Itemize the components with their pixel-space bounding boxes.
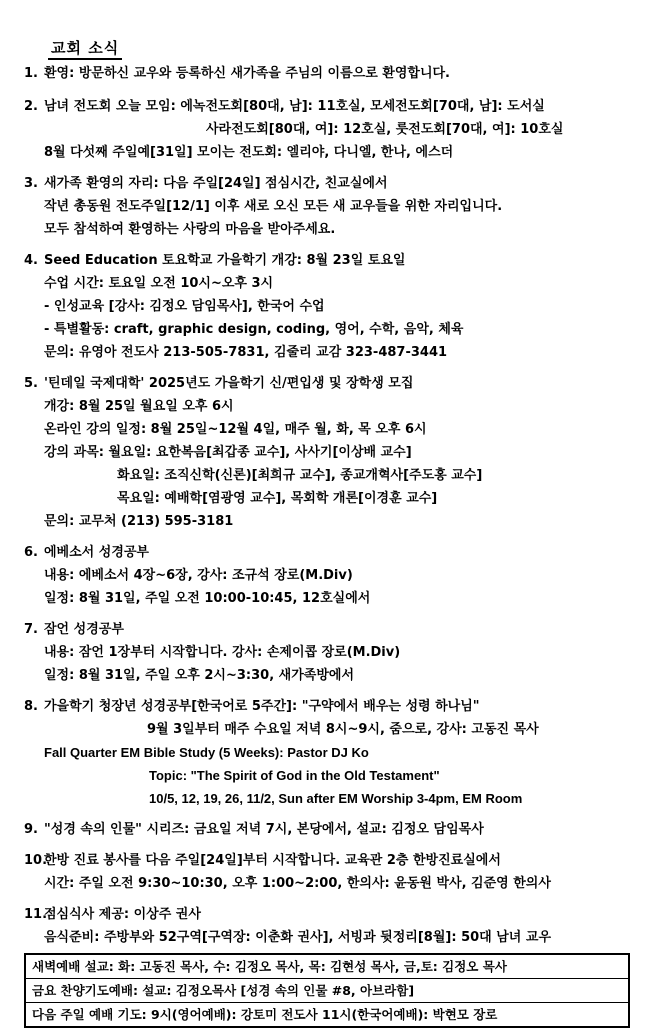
item-number: 1. xyxy=(24,66,38,81)
item-text: 개강: 8월 25일 월요일 오후 6시 xyxy=(44,399,234,414)
item-text: 내용: 잠언 1장부터 시작합니다. 강사: 손제이콥 장로(M.Div) xyxy=(44,645,401,660)
item-text: 일정: 8월 31일, 주일 오전 10:00-10:45, 12호실에서 xyxy=(44,591,371,606)
item-number: 4. xyxy=(24,253,38,268)
item-text: 모두 참석하여 환영하는 사랑의 마음을 받아주세요. xyxy=(44,222,336,237)
page-title: 교회 소식 xyxy=(48,39,122,60)
item-text: 10/5, 12, 19, 26, 11/2, Sun after EM Worship 3-4pm, EM Room xyxy=(149,791,523,806)
item-text: Fall Quarter EM Bible Study (5 Weeks): Pastor DJ Ko xyxy=(44,745,369,760)
item-number: 7. xyxy=(24,622,38,637)
item-text: 음식준비: 주방부와 52구역[구역장: 이춘화 권사], 서빙과 뒷정리[8월]: 50대 남녀 교우 xyxy=(44,930,552,945)
item-text: 수업 시간: 토요일 오전 10시~오후 3시 xyxy=(44,276,274,291)
item-text: 환영: 방문하신 교우와 등록하신 새가족을 주님의 이름으로 환영합니다. xyxy=(44,66,451,81)
item-text: 가을학기 청장년 성경공부[한국어로 5주간]: "구약에서 배우는 성령 하나님" xyxy=(44,699,480,714)
news-item-5 xyxy=(24,372,630,533)
item-text: 내용: 에베소서 4장~6장, 강사: 조규석 장로(M.Div) xyxy=(44,568,353,583)
item-text: 남녀 전도회 오늘 모임: 에녹전도회[80대, 남]: 11호실, 모세전도회[70대, 남]: 도서실 xyxy=(44,99,545,114)
item-text: 문의: 교무처 (213) 595-3181 xyxy=(44,514,234,529)
item-text: 화요일: 조직신학(신론)[최희규 교수], 종교개혁사[주도홍 교수] xyxy=(117,468,483,483)
item-number: 3. xyxy=(24,176,38,191)
item-text: 시간: 주일 오전 9:30~10:30, 오후 1:00~2:00, 한의사: 윤동원 박사, 김준영 한의사 xyxy=(44,876,551,891)
item-text: - 인성교육 [강사: 김정오 담임목사], 한국어 수업 xyxy=(44,299,325,314)
item-text: 9월 3일부터 매주 수요일 저녁 8시~9시, 줌으로, 강사: 고동진 목사 xyxy=(147,722,539,737)
item-text: "성경 속의 인물" 시리즈: 금요일 저녁 7시, 본당에서, 설교: 김정오 담임목사 xyxy=(44,822,484,837)
news-item-6 xyxy=(24,541,630,610)
item-text: Seed Education 토요학교 가을학기 개강: 8월 23일 토요일 xyxy=(44,253,406,268)
item-text: 일정: 8월 31일, 주일 오후 2시~3:30, 새가족방에서 xyxy=(44,668,355,683)
news-item-2 xyxy=(24,95,630,164)
item-text: 잠언 성경공부 xyxy=(44,622,124,637)
item-text: 8월 다섯째 주일예[31일] 모이는 전도회: 엘리야, 다니엘, 한나, 에스더 xyxy=(44,145,454,160)
news-item-1 xyxy=(24,62,630,85)
news-item-4 xyxy=(24,249,630,364)
news-item-7 xyxy=(24,618,630,687)
item-number: 10. xyxy=(24,853,48,868)
news-item-11 xyxy=(24,903,630,949)
news-item-3 xyxy=(24,172,630,241)
item-text: 문의: 유영아 전도사 213-505-7831, 김줄리 교감 323-487-3441 xyxy=(44,345,448,360)
friday-service-row: 금요 찬양기도예배: 설교: 김정오목사 [성경 속의 인물 #8, 아브라함] xyxy=(26,979,628,1003)
item-number: 8. xyxy=(24,699,38,714)
item-text: 작년 총동원 전도주일[12/1] 이후 새로 오신 모든 새 교우들을 위한 자리입니다. xyxy=(44,199,503,214)
item-text: 점심식사 제공: 이상주 권사 xyxy=(44,907,201,922)
item-text: 한방 진료 봉사를 다음 주일[24일]부터 시작합니다. 교육관 2층 한방진료실에서 xyxy=(44,853,501,868)
dawn-service-row: 새벽예배 설교: 화: 고동진 목사, 수: 김정오 목사, 목: 김현성 목사, 금,토: 김정오 목사 xyxy=(26,955,628,979)
next-sunday-prayer-row: 다음 주일 예배 기도: 9시(영어예배): 강토미 전도사 11시(한국어예배): 박현모 장로 xyxy=(32,1007,498,1022)
item-text: 에베소서 성경공부 xyxy=(44,545,149,560)
item-number: 2. xyxy=(24,99,38,114)
item-text: 새가족 환영의 자리: 다음 주일[24일] 점심시간, 친교실에서 xyxy=(44,176,388,191)
worship-schedule-box xyxy=(24,953,630,1028)
item-text: - 특별활동: craft, graphic design, coding, 영어, 수학, 음악, 체육 xyxy=(44,322,464,337)
item-text: 목요일: 예배학[염광영 교수], 목회학 개론[이경훈 교수] xyxy=(117,491,438,506)
item-text: '틴데일 국제대학' 2025년도 가을학기 신/편입생 및 장학생 모집 xyxy=(44,376,414,391)
item-number: 9. xyxy=(24,822,38,837)
item-text: Topic: "The Spirit of God in the Old Testament" xyxy=(149,768,440,783)
item-text: 강의 과목: 월요일: 요한복음[최갑종 교수], 사사기[이상배 교수] xyxy=(44,445,412,460)
item-text: 사라전도회[80대, 여]: 12호실, 룻전도회[70대, 여]: 10호실 xyxy=(206,122,564,137)
item-number: 11. xyxy=(24,907,48,922)
news-item-8 xyxy=(24,695,630,810)
news-item-9 xyxy=(24,818,630,841)
item-text: 온라인 강의 일정: 8월 25일~12월 4일, 매주 월, 화, 목 오후 6시 xyxy=(44,422,427,437)
news-item-10 xyxy=(24,849,630,895)
item-number: 5. xyxy=(24,376,38,391)
item-number: 6. xyxy=(24,545,38,560)
